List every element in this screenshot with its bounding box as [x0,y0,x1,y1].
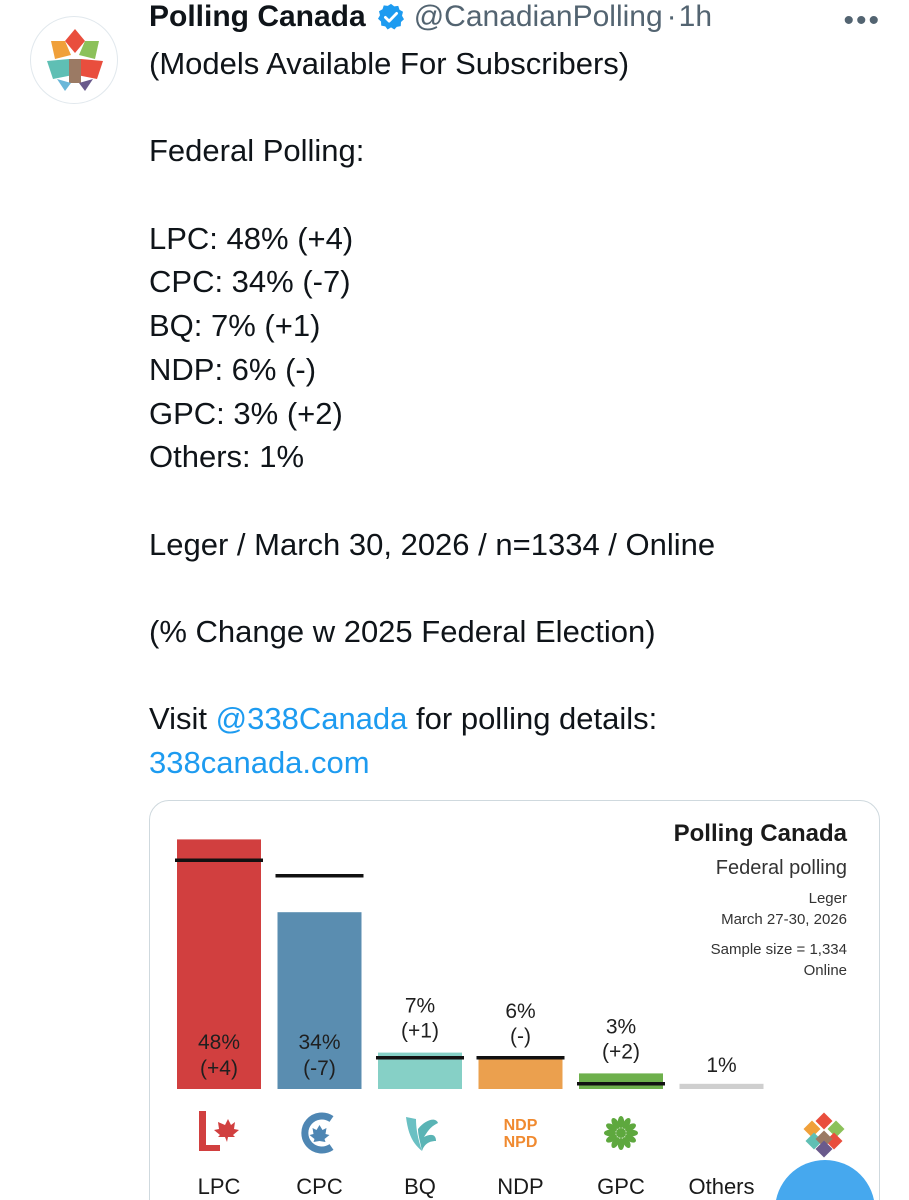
bar-gpc [579,1073,663,1089]
chart-title: Polling Canada [673,820,847,847]
author-name[interactable]: Polling Canada [149,0,366,33]
tweet-text [149,42,879,785]
bq-logo-icon [406,1117,438,1151]
bar-others [680,1084,764,1089]
visit-suffix: for polling details: [407,701,658,737]
svg-text:NDP: NDP [503,1117,538,1134]
data-label-others: 1% [706,1053,737,1077]
tweet-line: CPC: 34% (-7) [149,264,351,300]
tweet-line [149,86,879,130]
polling-chart [150,801,880,1200]
timestamp[interactable]: 1h [678,0,713,33]
chart-pollster: Leger [808,890,847,907]
bar-ndp [479,1058,563,1089]
verified-badge-icon [376,2,406,32]
tick-label-bq: BQ [404,1174,436,1199]
cpc-logo-icon [305,1116,332,1150]
tweet-text-lines [149,42,879,697]
gpc-logo-icon [604,1116,638,1150]
tweet-line [149,173,879,217]
polling-canada-logo-icon [804,1113,845,1158]
tweet-line: Leger / March 30, 2026 / n=1334 / Online [149,526,716,562]
tick-label-ndp: NDP [497,1174,544,1199]
tweet-line: GPC: 3% (+2) [149,395,343,431]
change-label-cpc: (-7) [303,1057,336,1080]
change-label-lpc: (+4) [200,1057,238,1080]
tweet-line: Others: 1% [149,439,305,475]
change-label-gpc: (+2) [602,1040,640,1064]
chart-sample: Sample size = 1,334 [710,941,847,958]
tweet-line [149,654,879,698]
chart-mode: Online [803,962,847,979]
more-options-icon[interactable]: ••• [843,4,881,37]
chart-subtitle: Federal polling [715,857,847,879]
tweet-line: BQ: 7% (+1) [149,308,321,344]
chart-marks [175,839,844,1199]
author-handle[interactable]: @CanadianPolling [413,0,663,33]
avatar[interactable] [30,16,118,104]
svg-text:NPD: NPD [503,1134,538,1151]
change-label-bq: (+1) [401,1019,439,1043]
visit-prefix: Visit [149,701,216,737]
visit-line [149,697,879,741]
separator-dot: · [666,0,677,33]
tweet-line: NDP: 6% (-) [149,351,317,387]
tweet-line: Federal Polling: [149,133,365,169]
tweet-line: (Models Available For Subscribers) [149,46,630,81]
tick-label-gpc: GPC [597,1174,645,1199]
tweet-line [149,566,879,610]
data-label-ndp: 6% [505,999,536,1023]
tweet-line: (% Change w 2025 Federal Election) [149,613,656,649]
tweet-line [149,479,879,523]
tick-label-cpc: CPC [296,1174,343,1199]
data-label-cpc: 34% [298,1031,341,1054]
url-link[interactable]: 338canada.com [149,745,370,780]
tick-label-others: Others [688,1174,755,1199]
tick-label-lpc: LPC [197,1174,241,1199]
data-label-lpc: 48% [197,1031,241,1054]
mention-link[interactable]: @338Canada [215,701,408,737]
chart-dates: March 27-30, 2026 [721,911,847,928]
change-label-ndp: (-) [510,1024,531,1048]
media-card[interactable] [149,800,880,1200]
lpc-logo-icon [199,1111,239,1151]
data-label-gpc: 3% [605,1015,637,1039]
polling-canada-logo-icon [43,27,107,93]
ndp-logo-icon [504,1117,538,1151]
data-label-bq: 7% [404,994,436,1018]
tweet-line: LPC: 48% (+4) [149,220,354,256]
tweet-header [149,0,712,34]
